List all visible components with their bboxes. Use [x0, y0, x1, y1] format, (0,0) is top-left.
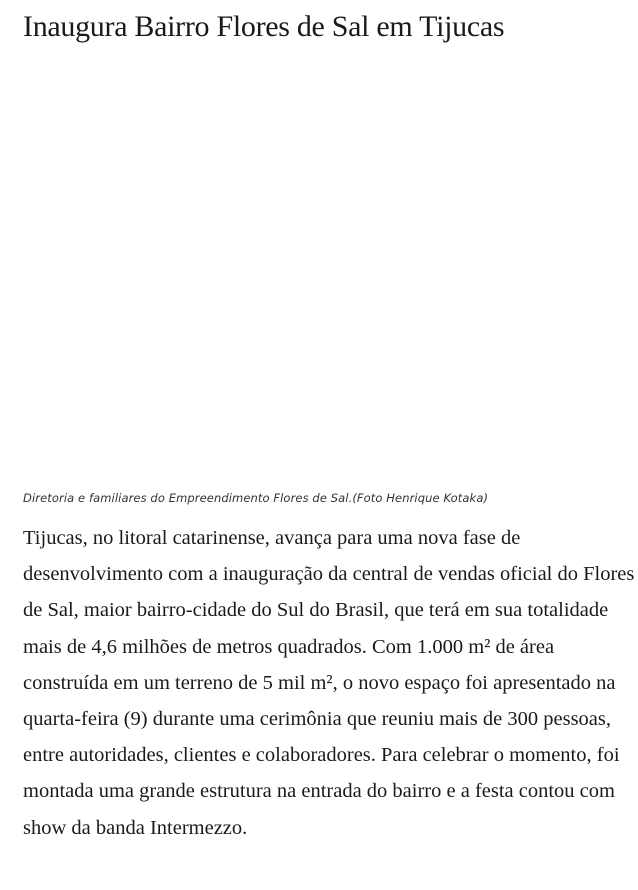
article-body: Tijucas, no litoral catarinense, avança para uma nova fase de desenvolvimento com a inauguração da central de vendas oficial do Flores de Sal, maior bairro-cidade do Sul do Brasil, que terá em sua totalidade mais de 4,6 milhões de metros quadrados. Com 1.000 m² de área construída em um terreno de 5 mil m², o novo espaço foi apresentado na quarta-feira (9) durante uma cerimônia que reuniu mais de 300 pessoas, entre autoridades, clientes e colaboradores. Para celebrar o momento, foi montada uma grande estrutura na entrada do bairro e a festa contou com show da banda Intermezzo.	[23, 527, 635, 839]
photo-caption: Diretoria e familiares do Empreendimento Flores de Sal.(Foto Henrique Kotaka)	[23, 491, 489, 505]
article-headline: Inaugura Bairro Flores de Sal em Tijucas	[23, 10, 505, 43]
article	[23, 0, 635, 846]
article-photo	[23, 73, 615, 493]
